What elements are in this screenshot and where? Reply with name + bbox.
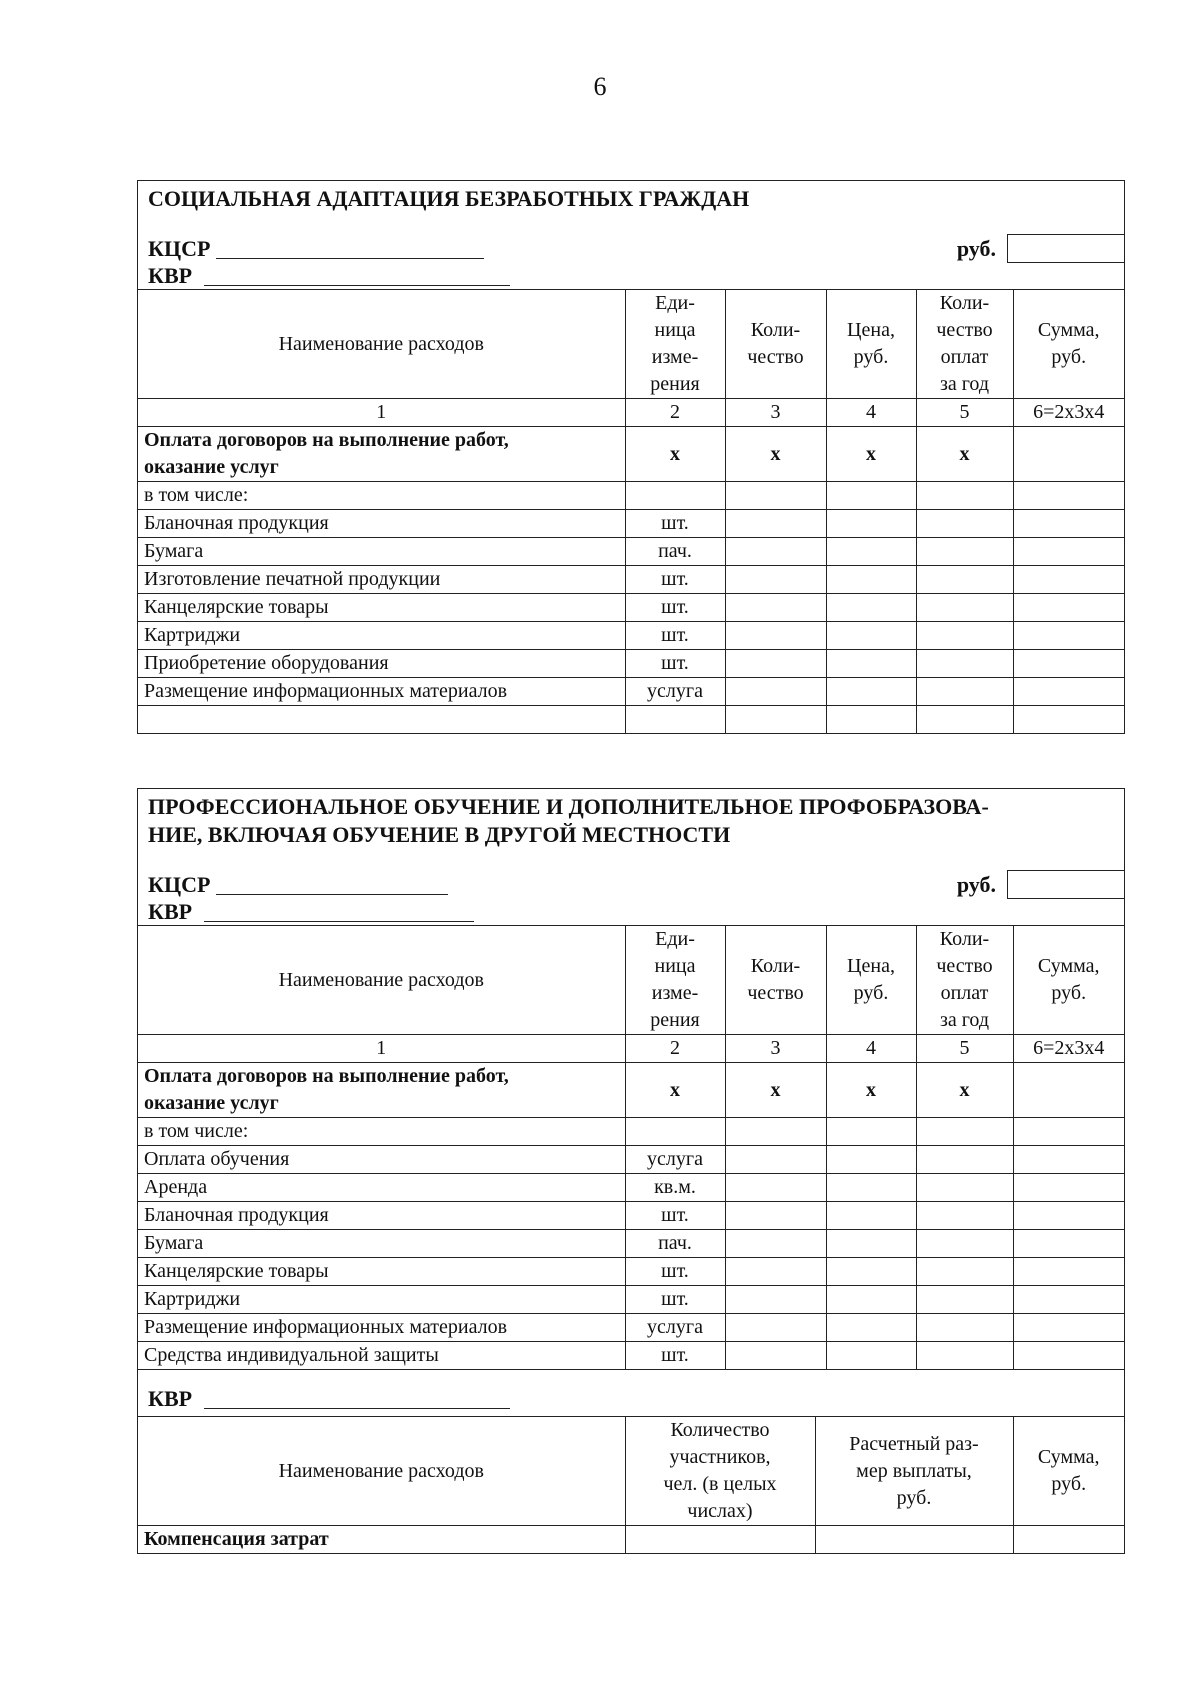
table-cell[interactable] [916, 482, 1013, 510]
header-payments: Коли- чество оплат за год [916, 926, 1013, 1035]
table-row [138, 1146, 1124, 1174]
kvr-field[interactable] [204, 285, 510, 286]
col-num: 4 [826, 1035, 916, 1063]
table-row [138, 1174, 1124, 1202]
table-cell[interactable] [1013, 1174, 1124, 1202]
table-cell[interactable] [1013, 1202, 1124, 1230]
table-cell[interactable] [916, 678, 1013, 706]
compensation-header-row [138, 1417, 1124, 1526]
table-cell[interactable] [1013, 1230, 1124, 1258]
item-name: Изготовление печатной продукции [138, 566, 625, 594]
table-cell[interactable] [625, 1526, 815, 1554]
table-cell[interactable] [916, 566, 1013, 594]
table-cell[interactable] [1013, 1118, 1124, 1146]
expenses-table [138, 925, 1124, 1369]
kvr-row [138, 898, 1124, 925]
col-num: 1 [138, 1035, 625, 1063]
main-expense-name: Оплата договоров на выполнение работ, оказание услуг [138, 1063, 625, 1118]
table-cell[interactable] [826, 510, 916, 538]
kcsr-label: КЦСР [148, 872, 211, 897]
col-num: 5 [916, 399, 1013, 427]
table-cell[interactable] [1013, 538, 1124, 566]
compensation-label: Компенсация затрат [138, 1526, 625, 1554]
header-sum: Сумма, руб. [1013, 290, 1124, 399]
table-cell[interactable] [826, 594, 916, 622]
item-name: Размещение информационных материалов [138, 1314, 625, 1342]
table-cell[interactable] [725, 1258, 826, 1286]
x-mark: х [725, 427, 826, 482]
header-quantity: Коли- чество [725, 926, 826, 1035]
col-num: 6=2х3х4 [1013, 399, 1124, 427]
kvr-sub-row [138, 1369, 1124, 1416]
table-row [138, 538, 1124, 566]
item-name: Картриджи [138, 1286, 625, 1314]
kcsr-field[interactable] [216, 894, 448, 895]
sum-cell[interactable] [1013, 427, 1124, 482]
table-row [138, 622, 1124, 650]
item-name: Картриджи [138, 622, 625, 650]
expenses-table [138, 289, 1124, 733]
header-payments: Коли- чество оплат за год [916, 290, 1013, 399]
including-label: в том числе: [138, 482, 625, 510]
table-row [138, 566, 1124, 594]
item-unit: шт. [625, 1286, 725, 1314]
table-cell[interactable] [916, 1174, 1013, 1202]
table-cell[interactable] [916, 622, 1013, 650]
kvr-field[interactable] [204, 1408, 510, 1409]
table-cell[interactable] [826, 1314, 916, 1342]
table-row [138, 1314, 1124, 1342]
table-cell[interactable] [1013, 1342, 1124, 1370]
header-unit: Еди- ница изме- рения [625, 926, 725, 1035]
table-cell[interactable] [725, 1342, 826, 1370]
empty-row [138, 706, 1124, 734]
column-numbers-row [138, 1035, 1124, 1063]
table-row [138, 510, 1124, 538]
table-cell[interactable] [916, 1202, 1013, 1230]
table-cell[interactable] [826, 482, 916, 510]
table-cell[interactable] [916, 594, 1013, 622]
table-row [138, 1286, 1124, 1314]
table-cell[interactable] [625, 482, 725, 510]
table-header-row [138, 290, 1124, 399]
x-mark: х [625, 1063, 725, 1118]
table-row [138, 1258, 1124, 1286]
table-cell[interactable] [826, 706, 916, 734]
item-unit: пач. [625, 1230, 725, 1258]
item-unit: пач. [625, 538, 725, 566]
table-cell[interactable] [916, 1146, 1013, 1174]
table-cell[interactable] [725, 622, 826, 650]
x-mark: х [725, 1063, 826, 1118]
header-quantity: Коли- чество [725, 290, 826, 399]
table-cell[interactable] [826, 1286, 916, 1314]
kcsr-row [138, 869, 1124, 898]
table-cell[interactable] [916, 1342, 1013, 1370]
item-unit: шт. [625, 1202, 725, 1230]
table-cell[interactable] [916, 650, 1013, 678]
including-row [138, 482, 1124, 510]
table-row [138, 1202, 1124, 1230]
table-cell[interactable] [1013, 706, 1124, 734]
table-cell[interactable] [725, 678, 826, 706]
table-cell[interactable] [826, 678, 916, 706]
table-cell[interactable] [916, 538, 1013, 566]
table-cell[interactable] [826, 622, 916, 650]
main-expense-row [138, 1063, 1124, 1118]
including-row [138, 1118, 1124, 1146]
form-block-professional-training [137, 788, 1125, 1554]
table-header-row [138, 926, 1124, 1035]
kvr-label: КВР [148, 1386, 193, 1411]
kcsr-label: КЦСР [148, 236, 211, 261]
kcsr-row [138, 233, 1124, 262]
item-unit: шт. [625, 566, 725, 594]
table-cell[interactable] [916, 1258, 1013, 1286]
compensation-table [138, 1416, 1124, 1553]
item-unit: услуга [625, 1146, 725, 1174]
header-payment-size: Расчетный раз- мер выплаты, руб. [815, 1417, 1013, 1526]
table-cell[interactable] [725, 510, 826, 538]
item-unit: шт. [625, 594, 725, 622]
table-cell[interactable] [725, 1230, 826, 1258]
table-cell[interactable] [725, 1118, 826, 1146]
table-row [138, 1342, 1124, 1370]
table-cell[interactable] [826, 1258, 916, 1286]
col-num: 1 [138, 399, 625, 427]
main-expense-row [138, 427, 1124, 482]
sum-cell[interactable] [1013, 1063, 1124, 1118]
table-cell[interactable] [826, 1146, 916, 1174]
header-price: Цена, руб. [826, 290, 916, 399]
x-mark: х [916, 427, 1013, 482]
table-cell[interactable] [826, 1342, 916, 1370]
page-number: 6 [593, 72, 607, 101]
header-participants: Количество участников, чел. (в целых числах) [625, 1417, 815, 1526]
table-cell[interactable] [725, 706, 826, 734]
header-sum: Сумма, руб. [1013, 1417, 1124, 1526]
table-cell[interactable] [916, 1314, 1013, 1342]
item-unit: шт. [625, 510, 725, 538]
table-row [138, 650, 1124, 678]
item-unit: услуга [625, 678, 725, 706]
item-name: Канцелярские товары [138, 594, 625, 622]
col-num: 2 [625, 1035, 725, 1063]
item-unit: кв.м. [625, 1174, 725, 1202]
col-num: 5 [916, 1035, 1013, 1063]
main-expense-name: Оплата договоров на выполнение работ, оказание услуг [138, 427, 625, 482]
including-label: в том числе: [138, 1118, 625, 1146]
item-name: Средства индивидуальной защиты [138, 1342, 625, 1370]
header-price: Цена, руб. [826, 926, 916, 1035]
kvr-label: КВР [148, 899, 193, 924]
header-sum: Сумма, руб. [1013, 926, 1124, 1035]
rub-amount-field[interactable] [1007, 870, 1125, 899]
table-cell[interactable] [1013, 566, 1124, 594]
table-cell[interactable] [1013, 1526, 1124, 1554]
col-num: 2 [625, 399, 725, 427]
table-cell[interactable] [826, 650, 916, 678]
table-cell[interactable] [1013, 650, 1124, 678]
item-name: Аренда [138, 1174, 625, 1202]
table-cell[interactable] [725, 594, 826, 622]
kvr-row [138, 262, 1124, 289]
x-mark: х [916, 1063, 1013, 1118]
table-row [138, 594, 1124, 622]
table-cell[interactable] [826, 1230, 916, 1258]
table-cell[interactable] [725, 482, 826, 510]
table-cell[interactable] [725, 650, 826, 678]
table-cell[interactable] [826, 538, 916, 566]
form-header [138, 789, 1124, 925]
table-cell[interactable] [916, 510, 1013, 538]
table-cell[interactable] [826, 1202, 916, 1230]
table-cell[interactable] [725, 1146, 826, 1174]
rub-label: руб. [956, 872, 996, 897]
col-num: 3 [725, 399, 826, 427]
item-unit: шт. [625, 622, 725, 650]
table-cell[interactable] [916, 706, 1013, 734]
table-cell[interactable] [725, 1202, 826, 1230]
item-name: Оплата обучения [138, 1146, 625, 1174]
kvr-label: КВР [148, 263, 193, 288]
x-mark: х [826, 427, 916, 482]
column-numbers-row [138, 399, 1124, 427]
table-cell[interactable] [1013, 622, 1124, 650]
x-mark: х [625, 427, 725, 482]
form-block-social-adaptation [137, 180, 1125, 734]
section-title: СОЦИАЛЬНАЯ АДАПТАЦИЯ БЕЗРАБОТНЫХ ГРАЖДАН [148, 186, 750, 211]
item-name: Бланочная продукция [138, 1202, 625, 1230]
item-name: Приобретение оборудования [138, 650, 625, 678]
table-cell[interactable] [1013, 1314, 1124, 1342]
table-cell[interactable] [916, 1118, 1013, 1146]
item-unit: шт. [625, 1342, 725, 1370]
header-unit: Еди- ница изме- рения [625, 290, 725, 399]
item-name: Бумага [138, 538, 625, 566]
compensation-row [138, 1526, 1124, 1554]
col-num: 4 [826, 399, 916, 427]
table-cell[interactable] [1013, 678, 1124, 706]
kvr-field[interactable] [204, 921, 474, 922]
item-name: Бланочная продукция [138, 510, 625, 538]
rub-label: руб. [956, 236, 996, 261]
form-header [138, 181, 1124, 289]
section-title: ПРОФЕССИОНАЛЬНОЕ ОБУЧЕНИЕ И ДОПОЛНИТЕЛЬНОЕ ПРОФОБРАЗОВА- НИЕ, ВКЛЮЧАЯ ОБУЧЕНИЕ В ДРУГОЙ МЕСТНОСТИ [148, 794, 989, 847]
header-name: Наименование расходов [138, 1417, 625, 1526]
table-cell[interactable] [1013, 510, 1124, 538]
table-cell[interactable] [826, 1118, 916, 1146]
item-name: Бумага [138, 1230, 625, 1258]
kcsr-field[interactable] [216, 258, 484, 259]
table-cell[interactable] [625, 706, 725, 734]
item-name: Канцелярские товары [138, 1258, 625, 1286]
table-cell[interactable] [815, 1526, 1013, 1554]
table-cell[interactable] [725, 1286, 826, 1314]
table-row [138, 1230, 1124, 1258]
header-name: Наименование расходов [138, 926, 625, 1035]
table-cell[interactable] [1013, 1146, 1124, 1174]
table-cell[interactable] [916, 1230, 1013, 1258]
table-cell[interactable] [1013, 1258, 1124, 1286]
item-unit: услуга [625, 1314, 725, 1342]
header-name: Наименование расходов [138, 290, 625, 399]
rub-amount-field[interactable] [1007, 234, 1125, 263]
item-unit: шт. [625, 650, 725, 678]
table-cell[interactable] [138, 706, 625, 734]
table-cell[interactable] [916, 1286, 1013, 1314]
table-cell[interactable] [1013, 1286, 1124, 1314]
x-mark: х [826, 1063, 916, 1118]
table-cell[interactable] [826, 566, 916, 594]
table-cell[interactable] [625, 1118, 725, 1146]
table-cell[interactable] [725, 538, 826, 566]
col-num: 6=2х3х4 [1013, 1035, 1124, 1063]
table-cell[interactable] [725, 1174, 826, 1202]
table-cell[interactable] [1013, 594, 1124, 622]
table-cell[interactable] [725, 566, 826, 594]
item-name: Размещение информационных материалов [138, 678, 625, 706]
table-row [138, 678, 1124, 706]
table-cell[interactable] [1013, 482, 1124, 510]
col-num: 3 [725, 1035, 826, 1063]
table-cell[interactable] [826, 1174, 916, 1202]
table-cell[interactable] [725, 1314, 826, 1342]
item-unit: шт. [625, 1258, 725, 1286]
